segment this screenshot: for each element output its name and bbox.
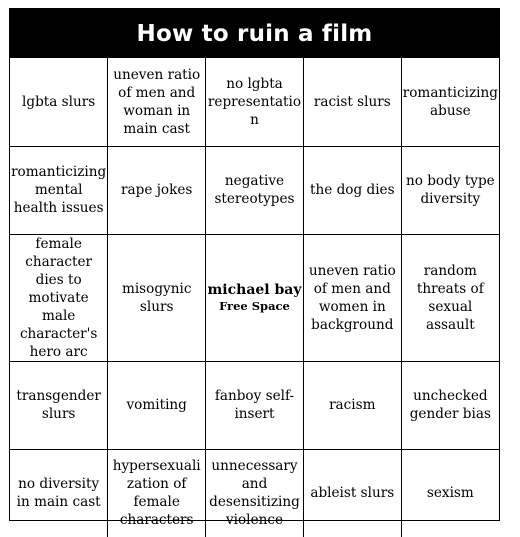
bingo-cell: racist slurs (303, 58, 401, 146)
bingo-cell: misogynic slurs (108, 234, 206, 361)
bingo-cell: lgbta slurs (10, 58, 108, 146)
bingo-cell: uneven ratio of men and women in background (303, 234, 401, 361)
bingo-cell: no lgbta representation (206, 58, 304, 146)
bingo-cell: sexism (401, 449, 499, 537)
bingo-cell: ableist slurs (303, 449, 401, 537)
bingo-cell: vomiting (108, 361, 206, 449)
bingo-cell: no body type diversity (401, 146, 499, 234)
bingo-cell: random threats of sexual assault (401, 234, 499, 361)
grid-row (10, 146, 499, 234)
bingo-cell: unnecessary and desensitizing violence (206, 449, 304, 537)
bingo-cell: racism (303, 361, 401, 449)
grid-row (10, 58, 499, 146)
bingo-cell: no diversity in main cast (10, 449, 108, 537)
bingo-cell: the dog dies (303, 146, 401, 234)
bingo-grid (10, 58, 499, 537)
bingo-cell: romanticizing abuse (401, 58, 499, 146)
bingo-cell: unchecked gender bias (401, 361, 499, 449)
bingo-cell: hypersexualization of female characters (108, 449, 206, 537)
bingo-cell: transgender slurs (10, 361, 108, 449)
bingo-cell: fanboy self-insert (206, 361, 304, 449)
grid-row (10, 361, 499, 449)
grid-row (10, 234, 499, 361)
free-space-cell (206, 234, 304, 361)
bingo-cell: rape jokes (108, 146, 206, 234)
bingo-cell: romanticizing mental health issues (10, 146, 108, 234)
board-title: How to ruin a film (10, 9, 499, 58)
free-space-label: Free Space (219, 299, 290, 313)
bingo-cell: female character dies to motivate male character's hero arc (10, 234, 108, 361)
bingo-cell: negative stereotypes (206, 146, 304, 234)
grid-row (10, 449, 499, 537)
bingo-board (9, 8, 500, 529)
bingo-cell: uneven ratio of men and woman in main cast (108, 58, 206, 146)
free-space-name: michael bay (207, 282, 302, 298)
